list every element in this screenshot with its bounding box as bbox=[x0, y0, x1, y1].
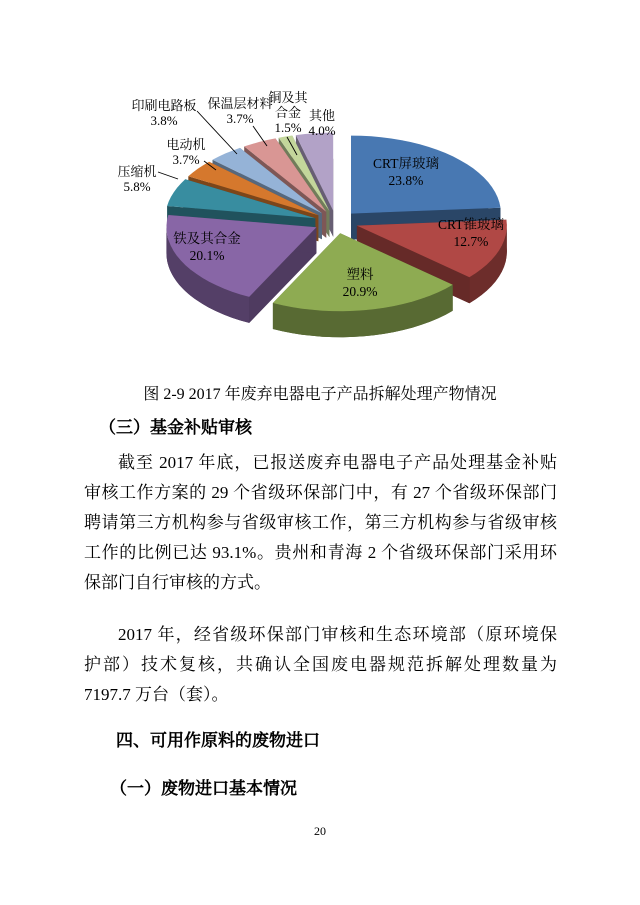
text-line: 保部门自行审核的方式。 bbox=[84, 573, 271, 592]
text-line: 7197.7 万台（套）。 bbox=[84, 685, 229, 704]
slice-label-7: 保温层材料 3.7% bbox=[207, 96, 273, 126]
section-heading-fund-subsidy-review: （三）基金补贴审核 bbox=[99, 418, 252, 437]
figure-caption: 图 2-9 2017 年废弃电器电子产品拆解处理产物情况 bbox=[143, 386, 497, 403]
text-line: 聘请第三方机构参与省级审核工作，第三方机构参与省级审核 bbox=[84, 513, 557, 532]
page-number: 20 bbox=[314, 824, 326, 838]
slice-label-5: 电动机 3.7% bbox=[166, 137, 206, 167]
slice-label-6: 印刷电路板 3.8% bbox=[131, 98, 197, 128]
text-line: 审核工作方案的 29 个省级环保部门中，有 27 个省级环保部门 bbox=[84, 483, 557, 502]
subsection-heading-waste-import-basics: （一）废物进口基本情况 bbox=[110, 779, 297, 798]
slice-label-9: 其他 4.0% bbox=[308, 108, 336, 138]
section-heading-waste-import: 四、可用作原料的废物进口 bbox=[116, 731, 320, 750]
slice-label-4: 压缩机 5.8% bbox=[117, 164, 157, 194]
pie-chart-figure bbox=[0, 80, 640, 392]
leader-line-4 bbox=[158, 172, 178, 179]
slice-label-2: 塑料 20.9% bbox=[342, 267, 378, 299]
slice-label-1: CRT锥玻璃 12.7% bbox=[438, 217, 504, 249]
slice-label-3: 铁及其合金 20.1% bbox=[173, 231, 241, 263]
paragraph-1 bbox=[84, 448, 557, 598]
text-line: 护部）技术复核，共确认全国废电器规范拆解处理数量为 bbox=[84, 655, 557, 674]
text-line: 截至 2017 年底，已报送废弃电器电子产品处理基金补贴 bbox=[118, 453, 557, 472]
slice-label-8: 铜及其 合金 1.5% bbox=[268, 90, 308, 135]
text-line: 工作的比例已达 93.1%。贵州和青海 2 个省级环保部门采用环 bbox=[84, 543, 557, 562]
paragraph-2 bbox=[84, 620, 557, 710]
slice-label-0: CRT屏玻璃 23.8% bbox=[373, 156, 439, 188]
text-line: 2017 年，经省级环保部门审核和生态环境部（原环境保 bbox=[118, 625, 557, 644]
